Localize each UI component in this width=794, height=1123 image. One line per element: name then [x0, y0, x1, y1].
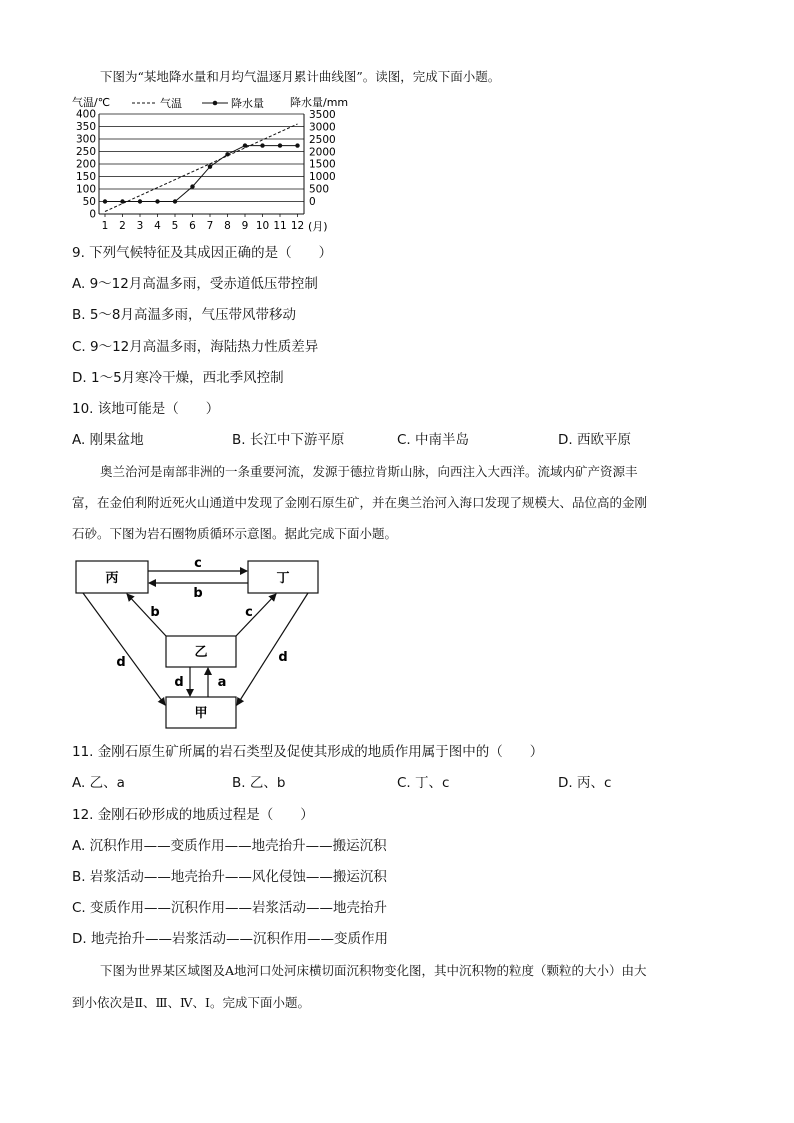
box-bing-label: 丙 [105, 571, 119, 586]
q12-option-c[interactable]: C. 变质作用——沉积作用——岩浆活动——地壳抬升 [72, 900, 388, 916]
legend-rain-dot [213, 101, 218, 106]
precipitation-point [173, 199, 177, 203]
precipitation-point [138, 199, 142, 203]
label-c-right: c [245, 605, 253, 620]
precipitation-point [190, 184, 194, 188]
intro-text-2-line1: 奥兰治河是南部非洲的一条重要河流，发源于德拉肯斯山脉，向西注入大西洋。流域内矿产资源丰 [100, 464, 638, 479]
precipitation-point [103, 199, 107, 203]
y-left-tick-label: 350 [75, 121, 96, 133]
q9-option-c[interactable]: C. 9～12月高温多雨，海陆热力性质差异 [72, 339, 319, 355]
x-tick-label: 5 [171, 220, 179, 232]
y-right-tick-label: 0 [309, 196, 316, 208]
arrow-yi-to-bing [127, 594, 166, 636]
series-temperature [105, 124, 298, 212]
y-right-tick-label: 1500 [309, 158, 336, 171]
q12-option-a[interactable]: A. 沉积作用——变质作用——地壳抬升——搬运沉积 [72, 838, 387, 854]
box-ding-label: 丁 [276, 571, 290, 586]
x-ticks [102, 214, 305, 232]
label-b-left: b [150, 605, 160, 620]
legend-temp-label: 气温 [160, 97, 182, 110]
y-left-tick-label: 0 [89, 208, 96, 221]
q10-stem: 10. 该地可能是（ ） [72, 401, 220, 417]
y-left-tick-label: 150 [75, 171, 96, 183]
precipitation-point [225, 152, 229, 156]
x-tick-label: 3 [136, 220, 144, 232]
y-left-ticks [76, 109, 96, 221]
rock-cycle-diagram [70, 555, 330, 735]
y-left-tick-label: 200 [75, 158, 96, 171]
label-a-mid: a [217, 675, 227, 690]
q10-option-b[interactable]: B. 长江中下游平原 [232, 432, 345, 448]
precipitation-point [120, 199, 124, 203]
intro-text-2-line3: 石砂。下图为岩石圈物质循环示意图。据此完成下面小题。 [72, 526, 398, 541]
x-tick-label: 6 [189, 220, 196, 232]
grid-lines [99, 114, 304, 202]
legend-rain-label: 降水量 [231, 97, 264, 110]
label-d-right: d [278, 650, 288, 665]
q9-option-b[interactable]: B. 5～8月高温多雨，气压带风带移动 [72, 307, 297, 323]
y-right-tick-label: 2500 [309, 133, 336, 146]
y-right-label: 降水量/mm [290, 96, 349, 109]
q11-option-c[interactable]: C. 丁、c [397, 775, 450, 791]
q11-option-a[interactable]: A. 乙、a [72, 775, 125, 791]
x-unit: (月) [308, 220, 328, 233]
x-tick-label: 1 [101, 220, 109, 232]
y-right-tick-label: 500 [309, 183, 330, 196]
q12-stem: 12. 金刚石砂形成的地质过程是（ ） [72, 807, 314, 823]
label-d-left: d [116, 655, 126, 670]
y-left-tick-label: 100 [75, 183, 96, 196]
y-left-label: 气温/℃ [72, 96, 111, 109]
precipitation-line [105, 146, 298, 202]
temperature-line [105, 124, 298, 212]
x-tick-label: 12 [290, 220, 305, 232]
precipitation-point [155, 199, 159, 203]
precipitation-point [295, 143, 299, 147]
x-tick-label: 11 [273, 220, 287, 232]
q12-option-b[interactable]: B. 岩浆活动——地壳抬升——风化侵蚀——搬运沉积 [72, 869, 387, 885]
q9-option-a[interactable]: A. 9～12月高温多雨，受赤道低压带控制 [72, 276, 318, 292]
label-d-mid: d [174, 675, 184, 690]
q9-stem: 9. 下列气候特征及其成因正确的是（ ） [72, 245, 333, 261]
q10-option-a[interactable]: A. 刚果盆地 [72, 432, 144, 448]
q11-option-b[interactable]: B. 乙、b [232, 775, 286, 791]
q9-option-d[interactable]: D. 1～5月寒冷干燥，西北季风控制 [72, 370, 284, 386]
q11-option-d[interactable]: D. 丙、c [558, 775, 612, 791]
box-yi-label: 乙 [194, 645, 208, 660]
q11-stem: 11. 金刚石原生矿所属的岩石类型及促使其形成的地质作用属于图中的（ ） [72, 744, 544, 760]
x-tick-label: 2 [119, 220, 126, 232]
precipitation-point [260, 143, 264, 147]
y-left-tick-label: 400 [75, 108, 96, 121]
x-tick-label: 9 [241, 220, 249, 232]
precipitation-point [278, 143, 282, 147]
q10-option-d[interactable]: D. 西欧平原 [558, 432, 631, 448]
y-right-tick-label: 3500 [309, 109, 336, 121]
climate-chart [68, 92, 358, 242]
intro-text-2-line2: 富，在金伯利附近死火山通道中发现了金刚石原生矿，并在奥兰治河入海口发现了规模大、品位高的金刚 [72, 495, 648, 510]
intro-text-3-line1: 下图为世界某区域图及A地河口处河床横切面沉积物变化图，其中沉积物的粒度（颗粒的大小）由大 [100, 963, 647, 978]
y-right-tick-label: 3000 [309, 121, 336, 134]
x-tick-label: 10 [255, 220, 270, 232]
arrow-yi-to-ding [236, 594, 276, 636]
intro-text-1: 下图为“某地降水量和月均气温逐月累计曲线图”。读图，完成下面小题。 [100, 69, 501, 84]
x-tick-label: 4 [154, 220, 161, 232]
box-jia-label: 甲 [194, 706, 208, 721]
precipitation-point [243, 143, 247, 147]
x-tick-label: 8 [224, 220, 231, 232]
y-right-tick-label: 1000 [309, 171, 336, 184]
precipitation-point [208, 165, 212, 169]
q10-option-c[interactable]: C. 中南半岛 [397, 432, 470, 448]
y-left-tick-label: 50 [82, 196, 96, 208]
series-precipitation [103, 143, 300, 203]
intro-text-3-line2: 到小依次是Ⅱ、Ⅲ、Ⅳ、Ⅰ。完成下面小题。 [72, 995, 310, 1010]
y-right-ticks [309, 109, 336, 208]
y-left-tick-label: 250 [75, 146, 96, 158]
q12-option-d[interactable]: D. 地壳抬升——岩浆活动——沉积作用——变质作用 [72, 931, 388, 947]
x-tick-label: 7 [206, 220, 214, 232]
y-left-tick-label: 300 [75, 133, 96, 146]
y-right-tick-label: 2000 [309, 146, 336, 159]
label-c-top: c [194, 556, 202, 571]
label-b-top: b [193, 586, 203, 601]
